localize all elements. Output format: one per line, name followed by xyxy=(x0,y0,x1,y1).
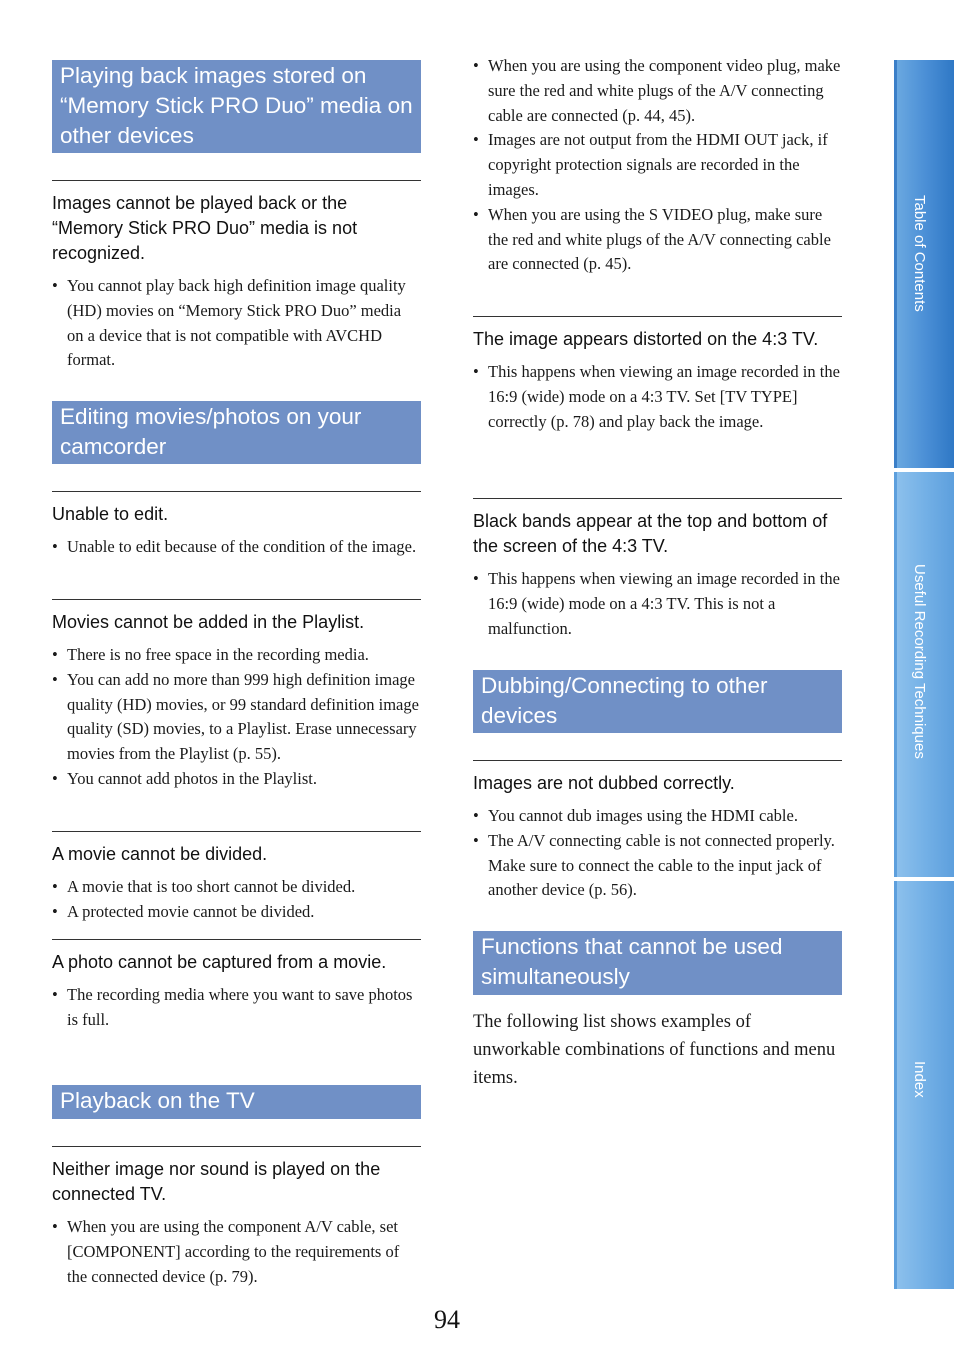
bullet-icon: • xyxy=(473,806,479,825)
bullet-icon: • xyxy=(52,877,58,896)
bullet-icon: • xyxy=(52,985,58,1004)
bullet-icon: • xyxy=(473,830,479,850)
list-item-text: You cannot play back high definition image quality (HD) movies on “Memory Stick PRO Duo” media on a device that is not compatible with AVCHD format. xyxy=(67,276,406,370)
list-item xyxy=(52,767,421,792)
question: Black bands appear at the top and bottom of the screen of the 4:3 TV. xyxy=(473,511,828,556)
bullet-icon: • xyxy=(473,362,479,381)
list-item-text: You cannot add photos in the Playlist. xyxy=(67,768,317,788)
list-item-text: You can add no more than 999 high definition image quality (HD) movies, or 99 standard definition image quality (SD) movies, to a Playlist. Erase unnecessary movies from the Playlist (p. 55). xyxy=(67,669,419,764)
bullet-icon: • xyxy=(52,901,58,921)
question: Images cannot be played back or the “Memory Stick PRO Duo” media is not recognized. xyxy=(52,193,358,263)
bullet-icon: • xyxy=(52,669,58,689)
section-heading-editing: Editing movies/photos on your camcorder xyxy=(52,401,421,464)
tab-table-of-contents[interactable] xyxy=(894,60,954,468)
answer-list xyxy=(473,804,842,903)
qa-block xyxy=(52,180,421,373)
list-item-text: When you are using the component video plug, make sure the red and white plugs of the A/V connecting cable are connected (p. 44, 45). xyxy=(488,56,841,125)
list-item xyxy=(52,274,421,373)
answer-list xyxy=(52,983,421,1033)
bullet-icon: • xyxy=(52,276,58,295)
list-item xyxy=(52,875,421,900)
qa-block xyxy=(473,760,842,903)
list-item-text: Unable to edit because of the condition of the image. xyxy=(67,537,417,556)
list-item-text: You cannot dub images using the HDMI cable. xyxy=(488,806,798,825)
list-item-text: There is no free space in the recording media. xyxy=(67,645,369,664)
tab-label: Table of Contents xyxy=(911,195,928,312)
tab-label: Useful Recording Techniques xyxy=(911,564,928,759)
question: Movies cannot be added in the Playlist. xyxy=(52,612,365,632)
intro-paragraph: The following list shows examples of unworkable combinations of functions and menu items. xyxy=(473,1012,836,1088)
list-item xyxy=(473,829,842,903)
list-item xyxy=(473,54,842,128)
answer-list xyxy=(52,643,421,792)
list-item xyxy=(52,983,421,1033)
question: Images are not dubbed correctly. xyxy=(473,773,735,793)
answer-list xyxy=(52,875,421,925)
list-item xyxy=(473,804,842,829)
page-number: 94 xyxy=(434,1305,460,1334)
list-item xyxy=(473,128,842,202)
list-item-text: This happens when viewing an image recorded in the 16:9 (wide) mode on a 4:3 TV. Set [TV TYPE] correctly (p. 78) and play back the image. xyxy=(488,362,840,431)
list-item-text: The recording media where you want to save photos is full. xyxy=(67,985,413,1029)
bullet-icon: • xyxy=(52,768,58,788)
answer-list xyxy=(473,360,842,434)
list-item xyxy=(52,900,421,925)
qa-block xyxy=(52,491,421,560)
bullet-icon: • xyxy=(52,1217,58,1236)
bullet-icon: • xyxy=(52,645,58,664)
qa-block xyxy=(473,498,842,641)
answer-list xyxy=(52,1215,421,1289)
tab-label: Index xyxy=(911,1061,928,1098)
bullet-icon: • xyxy=(473,204,479,224)
list-item xyxy=(52,1215,421,1289)
section-heading-functions: Functions that cannot be used simultaneously xyxy=(473,931,842,995)
question: Unable to edit. xyxy=(52,504,169,524)
tab-useful-recording-techniques[interactable] xyxy=(894,472,954,877)
section-heading-playback-other-devices: Playing back images stored on “Memory Stick PRO Duo” media on other devices xyxy=(52,60,421,153)
bullet-icon: • xyxy=(473,130,479,150)
answer-list xyxy=(473,54,842,277)
list-item-text: The A/V connecting cable is not connected properly. Make sure to connect the cable to the input jack of another device (p. 56). xyxy=(488,830,835,900)
question: A movie cannot be divided. xyxy=(52,844,268,864)
list-item xyxy=(52,535,421,560)
section-heading-dubbing: Dubbing/Connecting to other devices xyxy=(473,670,842,733)
list-item xyxy=(473,203,842,277)
list-item xyxy=(473,360,842,434)
list-item-text: When you are using the S VIDEO plug, make sure the red and white plugs of the A/V connecting cable are connected (p. 45). xyxy=(488,204,831,274)
section-heading-playback-tv: Playback on the TV xyxy=(52,1085,421,1119)
answer-list xyxy=(52,274,421,373)
qa-block xyxy=(52,599,421,792)
continued-answers xyxy=(473,46,842,277)
bullet-icon: • xyxy=(473,56,479,75)
qa-block xyxy=(52,831,421,925)
bullet-icon: • xyxy=(473,569,479,588)
list-item-text: A protected movie cannot be divided. xyxy=(67,901,315,921)
list-item xyxy=(52,668,421,767)
list-item-text: A movie that is too short cannot be divided. xyxy=(67,877,356,896)
list-item xyxy=(473,567,842,641)
list-item-text: When you are using the component A/V cable, set [COMPONENT] according to the requirements of the connected device (p. 79). xyxy=(67,1217,400,1286)
list-item-text: This happens when viewing an image recorded in the 16:9 (wide) mode on a 4:3 TV. This is not a malfunction. xyxy=(488,569,840,638)
question: The image appears distorted on the 4:3 TV. xyxy=(473,329,819,349)
answer-list xyxy=(52,535,421,560)
bullet-icon: • xyxy=(52,537,58,556)
answer-list xyxy=(473,567,842,641)
qa-block xyxy=(52,1146,421,1289)
qa-block xyxy=(473,316,842,434)
question: A photo cannot be captured from a movie. xyxy=(52,952,387,972)
question: Neither image nor sound is played on the connected TV. xyxy=(52,1159,381,1204)
tab-index[interactable] xyxy=(894,881,954,1289)
list-item xyxy=(52,643,421,668)
qa-block xyxy=(52,939,421,1033)
list-item-text: Images are not output from the HDMI OUT jack, if copyright protection signals are recorded in the images. xyxy=(488,130,828,199)
